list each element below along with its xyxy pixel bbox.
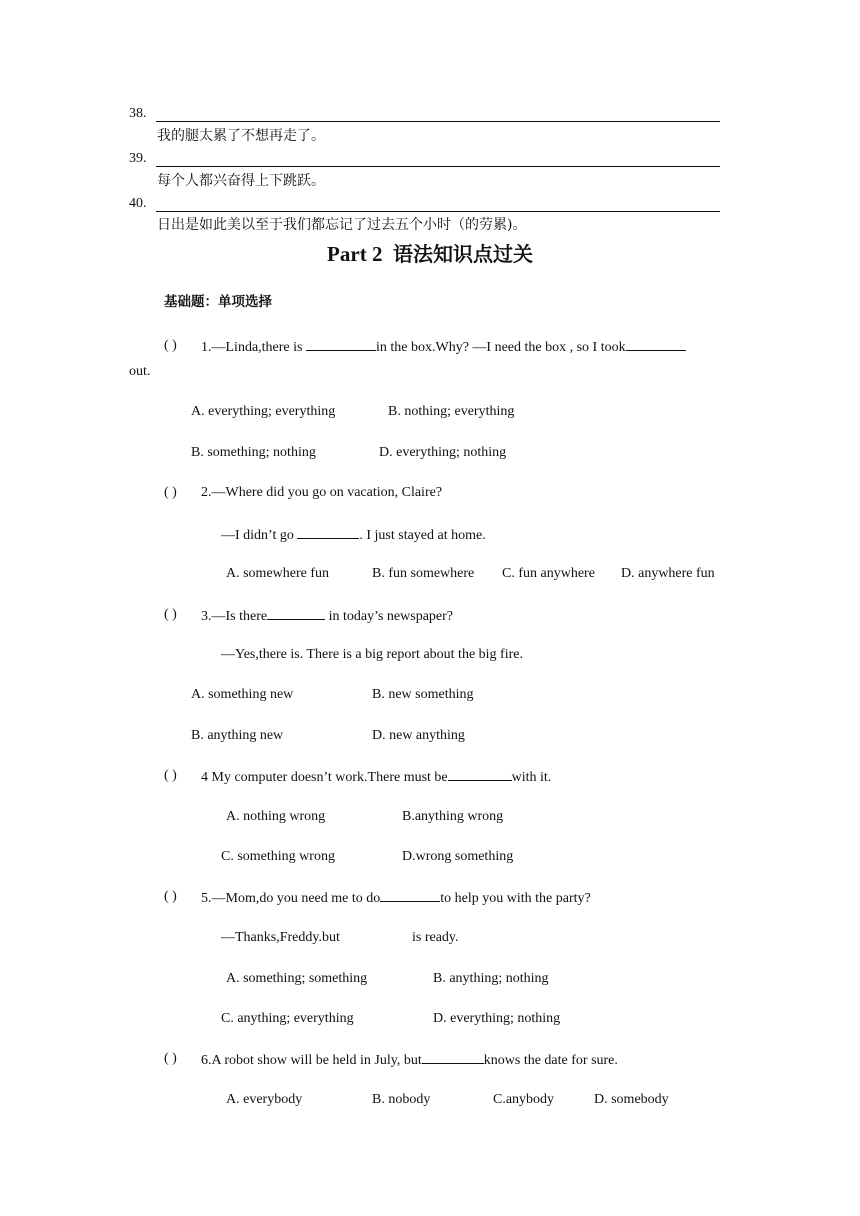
answer-bracket-3[interactable]: ( ) <box>164 607 177 622</box>
question-5-stem <box>201 888 591 908</box>
question-2-reply <box>221 525 486 545</box>
part-title <box>0 240 860 268</box>
question-3-blank[interactable] <box>267 606 325 620</box>
question-2-option-a: A. somewhere fun <box>226 566 330 581</box>
question-1-option-c: B. something; nothing <box>191 445 316 460</box>
question-5-reply-part2: is ready. <box>412 930 459 945</box>
question-3-option-b: B. new something <box>372 687 474 702</box>
question-1-option-b: B. nothing; everything <box>388 404 515 419</box>
question-1-blank-1[interactable] <box>306 337 376 351</box>
answer-line-40[interactable] <box>156 211 720 212</box>
question-2-blank[interactable] <box>297 525 359 539</box>
answer-line-38[interactable] <box>156 121 720 122</box>
question-5-blank-1[interactable] <box>380 888 440 902</box>
question-5-stem-part1: 5.—Mom,do you need me to do <box>201 891 381 906</box>
question-1-stem-part3: out. <box>129 364 151 379</box>
question-4-option-c: C. something wrong <box>221 849 335 864</box>
chinese-prompt-38: 我的腿太累了不想再走了。 <box>157 128 325 144</box>
item-number-38: 38. <box>129 106 147 121</box>
section-heading: 基础题：单项选择 <box>164 294 272 310</box>
answer-bracket-4[interactable]: ( ) <box>164 768 177 783</box>
question-1-blank-2[interactable] <box>626 337 686 351</box>
question-3-stem-part1: 3.—Is there <box>201 609 268 624</box>
question-5-stem-part2: to help you with the party? <box>440 891 591 906</box>
question-6-stem-part1: 6.A robot show will be held in July, but <box>201 1053 422 1068</box>
question-1-option-a: A. everything; everything <box>191 404 336 419</box>
answer-bracket-2[interactable]: ( ) <box>164 485 177 500</box>
question-5-option-b: B. anything; nothing <box>433 971 549 986</box>
question-5-option-a: A. something; something <box>226 971 368 986</box>
question-5-reply-part1: —Thanks,Freddy.but <box>221 930 340 945</box>
part-label: Part 2 <box>327 242 383 266</box>
question-2-option-d: D. anywhere fun <box>621 566 715 581</box>
question-1-stem <box>201 337 686 357</box>
question-6-blank[interactable] <box>422 1050 484 1064</box>
chinese-prompt-40: 日出是如此美以至于我们都忘记了过去五个小时（的劳累)。 <box>157 217 527 233</box>
question-2-reply-part1: —I didn’t go <box>221 528 298 543</box>
answer-bracket-1[interactable]: ( ) <box>164 338 177 353</box>
question-6-option-d: D. somebody <box>594 1092 669 1107</box>
question-2-option-c: C. fun anywhere <box>502 566 595 581</box>
answer-line-39[interactable] <box>156 166 720 167</box>
question-1-option-d: D. everything; nothing <box>379 445 507 460</box>
question-2-reply-part2: . I just stayed at home. <box>359 528 486 543</box>
question-4-stem <box>201 767 551 787</box>
question-1-stem-part2: in the box.Why? —I need the box , so I took <box>375 340 626 355</box>
question-4-stem-part1: 4 My computer doesn’t work.There must be <box>201 770 448 785</box>
question-6-option-b: B. nobody <box>372 1092 431 1107</box>
question-4-stem-part2: with it. <box>511 770 552 785</box>
question-3-stem-part2: in today’s newspaper? <box>325 609 454 624</box>
question-3-option-a: A. something new <box>191 687 294 702</box>
chinese-prompt-39: 每个人都兴奋得上下跳跃。 <box>157 173 325 189</box>
question-4-option-b: B.anything wrong <box>402 809 504 824</box>
question-2-stem: 2.—Where did you go on vacation, Claire? <box>201 485 443 500</box>
answer-bracket-6[interactable]: ( ) <box>164 1051 177 1066</box>
question-2-option-b: B. fun somewhere <box>372 566 475 581</box>
question-5-option-c: C. anything; everything <box>221 1011 354 1026</box>
question-6-stem <box>201 1050 618 1070</box>
question-3-option-d: D. new anything <box>372 728 465 743</box>
question-6-option-c: C.anybody <box>493 1092 555 1107</box>
question-3-reply: —Yes,there is. There is a big report about the big fire. <box>221 647 523 662</box>
question-1-stem-part1: 1.—Linda,there is <box>201 340 306 355</box>
question-6-option-a: A. everybody <box>226 1092 303 1107</box>
answer-bracket-5[interactable]: ( ) <box>164 889 177 904</box>
question-4-option-d: D.wrong something <box>402 849 514 864</box>
question-3-option-c: B. anything new <box>191 728 284 743</box>
part-heading: 语法知识点过关 <box>392 242 533 266</box>
question-5-option-d: D. everything; nothing <box>433 1011 561 1026</box>
question-4-option-a: A. nothing wrong <box>226 809 326 824</box>
question-6-stem-part2: knows the date for sure. <box>483 1053 618 1068</box>
question-3-stem <box>201 606 453 626</box>
item-number-39: 39. <box>129 151 147 166</box>
item-number-40: 40. <box>129 196 147 211</box>
question-4-blank[interactable] <box>448 767 512 781</box>
